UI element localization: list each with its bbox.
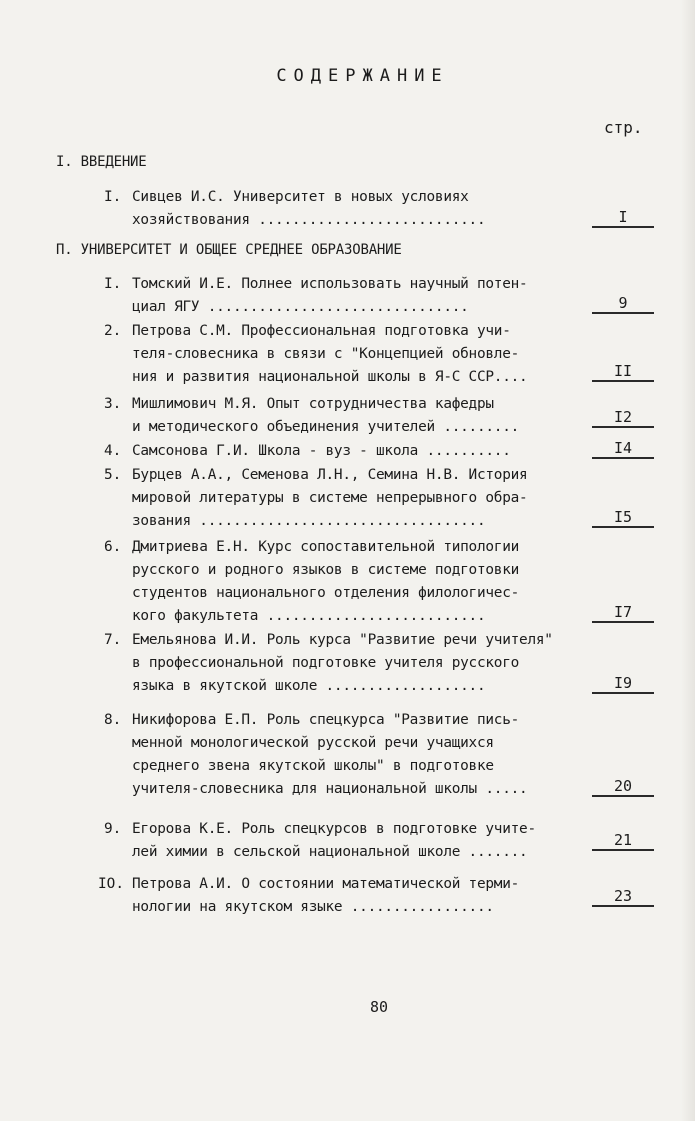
entry-text: Мишлимович М.Я. Опыт сотрудничества кафедры и методического объединения учителей ......... <box>132 396 520 435</box>
entry-page-number: 20 <box>592 777 654 797</box>
entry-page-number: I4 <box>592 439 654 459</box>
toc-entry <box>104 320 604 389</box>
section-heading-university: П. УНИВЕРСИТЕТ И ОБЩЕЕ СРЕДНЕЕ ОБРАЗОВАНИЕ <box>56 242 402 258</box>
toc-entry <box>104 464 604 533</box>
entry-number: 3. <box>104 396 122 412</box>
toc-entry <box>104 629 604 698</box>
entry-page-number: 9 <box>592 294 654 314</box>
entry-text: Дмитриева Е.Н. Курс сопоставительной типологии русского и родного языков в системе подготовки студентов национального отделения филологичес- кого факультета .......................... <box>132 539 520 624</box>
entry-text: Петрова А.И. О состоянии математической терми- нологии на якутском языке ................. <box>132 876 520 915</box>
entry-number: I. <box>104 276 122 292</box>
entry-number: 4. <box>104 443 122 459</box>
entry-number: 7. <box>104 632 122 648</box>
entry-page-number: I7 <box>592 603 654 623</box>
page-title: СОДЕРЖАНИЕ <box>276 66 449 86</box>
entry-text: Томский И.Е. Полнее использовать научный потен- циал ЯГУ ............................... <box>132 276 528 315</box>
entry-page-number: I2 <box>592 408 654 428</box>
entry-page-number: 21 <box>592 831 654 851</box>
entry-number: 5. <box>104 467 122 483</box>
entry-text: Бурцев А.А., Семенова Л.Н., Семина Н.В. История мировой литературы в системе непрерывного обра- зования .................................. <box>132 467 528 529</box>
toc-entry <box>104 709 604 801</box>
entry-page-number: I5 <box>592 508 654 528</box>
entry-number: 8. <box>104 712 122 728</box>
entry-text: Никифорова Е.П. Роль спецкурса "Развитие пись- менной монологической русской речи учащихся среднего звена якутской школы" в подготовке учителя-словесника для национальной школы ..... <box>132 712 528 797</box>
toc-entry <box>104 273 604 319</box>
toc-entry <box>104 818 604 864</box>
entry-page-number: I9 <box>592 674 654 694</box>
page-folio: 80 <box>370 998 389 1016</box>
toc-entry <box>104 440 604 463</box>
page-column-label: стр. <box>604 118 643 137</box>
entry-page-number: II <box>592 362 654 382</box>
entry-number: I. <box>104 189 122 205</box>
toc-entry <box>104 393 604 439</box>
entry-text: Сивцев И.С. Университет в новых условиях хозяйствования ........................... <box>132 189 486 228</box>
entry-number: 2. <box>104 323 122 339</box>
toc-entry <box>98 873 604 919</box>
entry-text: Самсонова Г.И. Школа - вуз - школа .......... <box>132 443 511 459</box>
entry-number: 9. <box>104 821 122 837</box>
entry-number: 6. <box>104 539 122 555</box>
entry-text: Петрова С.М. Профессиональная подготовка учи- теля-словесника в связи с "Концепцией обновле- ния и развития национальной школы в Я-С ССР.... <box>132 323 528 385</box>
entry-text: Емельянова И.И. Роль курса "Развитие речи учителя" в профессиональной подготовке учителя русского языка в якутской школе ................... <box>132 632 553 694</box>
entry-number: IO. <box>98 876 124 892</box>
section-heading-intro: I. ВВЕДЕНИЕ <box>56 154 147 170</box>
entry-page-number: 23 <box>592 887 654 907</box>
toc-entry <box>104 186 604 232</box>
entry-text: Егорова К.Е. Роль спецкурсов в подготовке учите- лей химии в сельской национальной школе ....... <box>132 821 536 860</box>
entry-page-number: I <box>592 208 654 228</box>
scan-edge <box>681 0 695 1121</box>
toc-entry <box>104 536 604 628</box>
